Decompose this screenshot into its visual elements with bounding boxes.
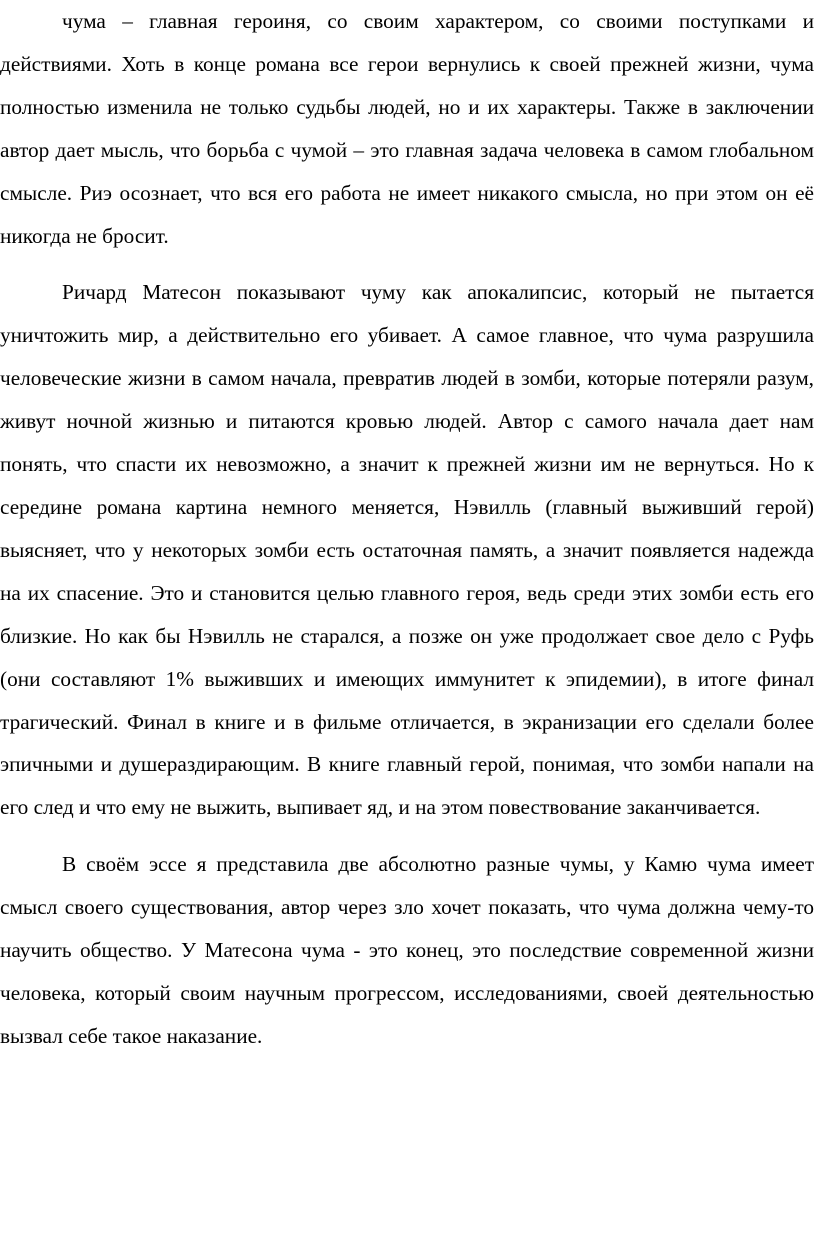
- paragraph-2: Ричард Матесон показывают чуму как апокалипсис, который не пытается уничтожить мир, а действительно его убивает. А самое главное, что чума разрушила человеческие жизни в самом начала, превратив людей в зомби, которые потеряли разум, живут ночной жизнью и питаются кровью людей. Автор с самого начала дает нам понять, что спасти их невозможно, а значит к прежней жизни им не вернуться. Но к середине романа картина немного меняется, Нэвилль (главный выживший герой) выясняет, что у некоторых зомби есть остаточная память, а значит появляется надежда на их спасение. Это и становится целью главного героя, ведь среди этих зомби есть его близкие. Но как бы Нэвилль не старался, а позже он уже продолжает свое дело с Руфь (они составляют 1% выживших и имеющих иммунитет к эпидемии), в итоге финал трагический. Финал в книге и в фильме отличается, в экранизации его сделали более эпичными и душераздирающим. В книге главный герой, понимая, что зомби напали на его след и что ему не выжить, выпивает яд, и на этом повествование заканчивается.: [0, 280, 814, 820]
- paragraph-gap: [0, 829, 814, 843]
- paragraph-1: чума – главная героиня, со своим характером, со своими поступками и действиями. Хоть в конце романа все герои вернулись к своей прежней жизни, чума полностью изменила не только судьбы людей, но и их характеры. Также в заключении автор дает мысль, что борьба с чумой – это главная задача человека в самом глобальном смысле. Риэ осознает, что вся его работа не имеет никакого смысла, но при этом он её никогда не бросит.: [0, 9, 814, 248]
- paragraph-gap: [0, 257, 814, 271]
- paragraph-3: В своём эссе я представила две абсолютно разные чумы, у Камю чума имеет смысл своего существования, автор через зло хочет показать, что чума должна чему-то научить общество. У Матесона чума - это конец, это последствие современной жизни человека, который своим научным прогрессом, исследованиями, своей деятельностью вызвал себе такое наказание.: [0, 852, 814, 1048]
